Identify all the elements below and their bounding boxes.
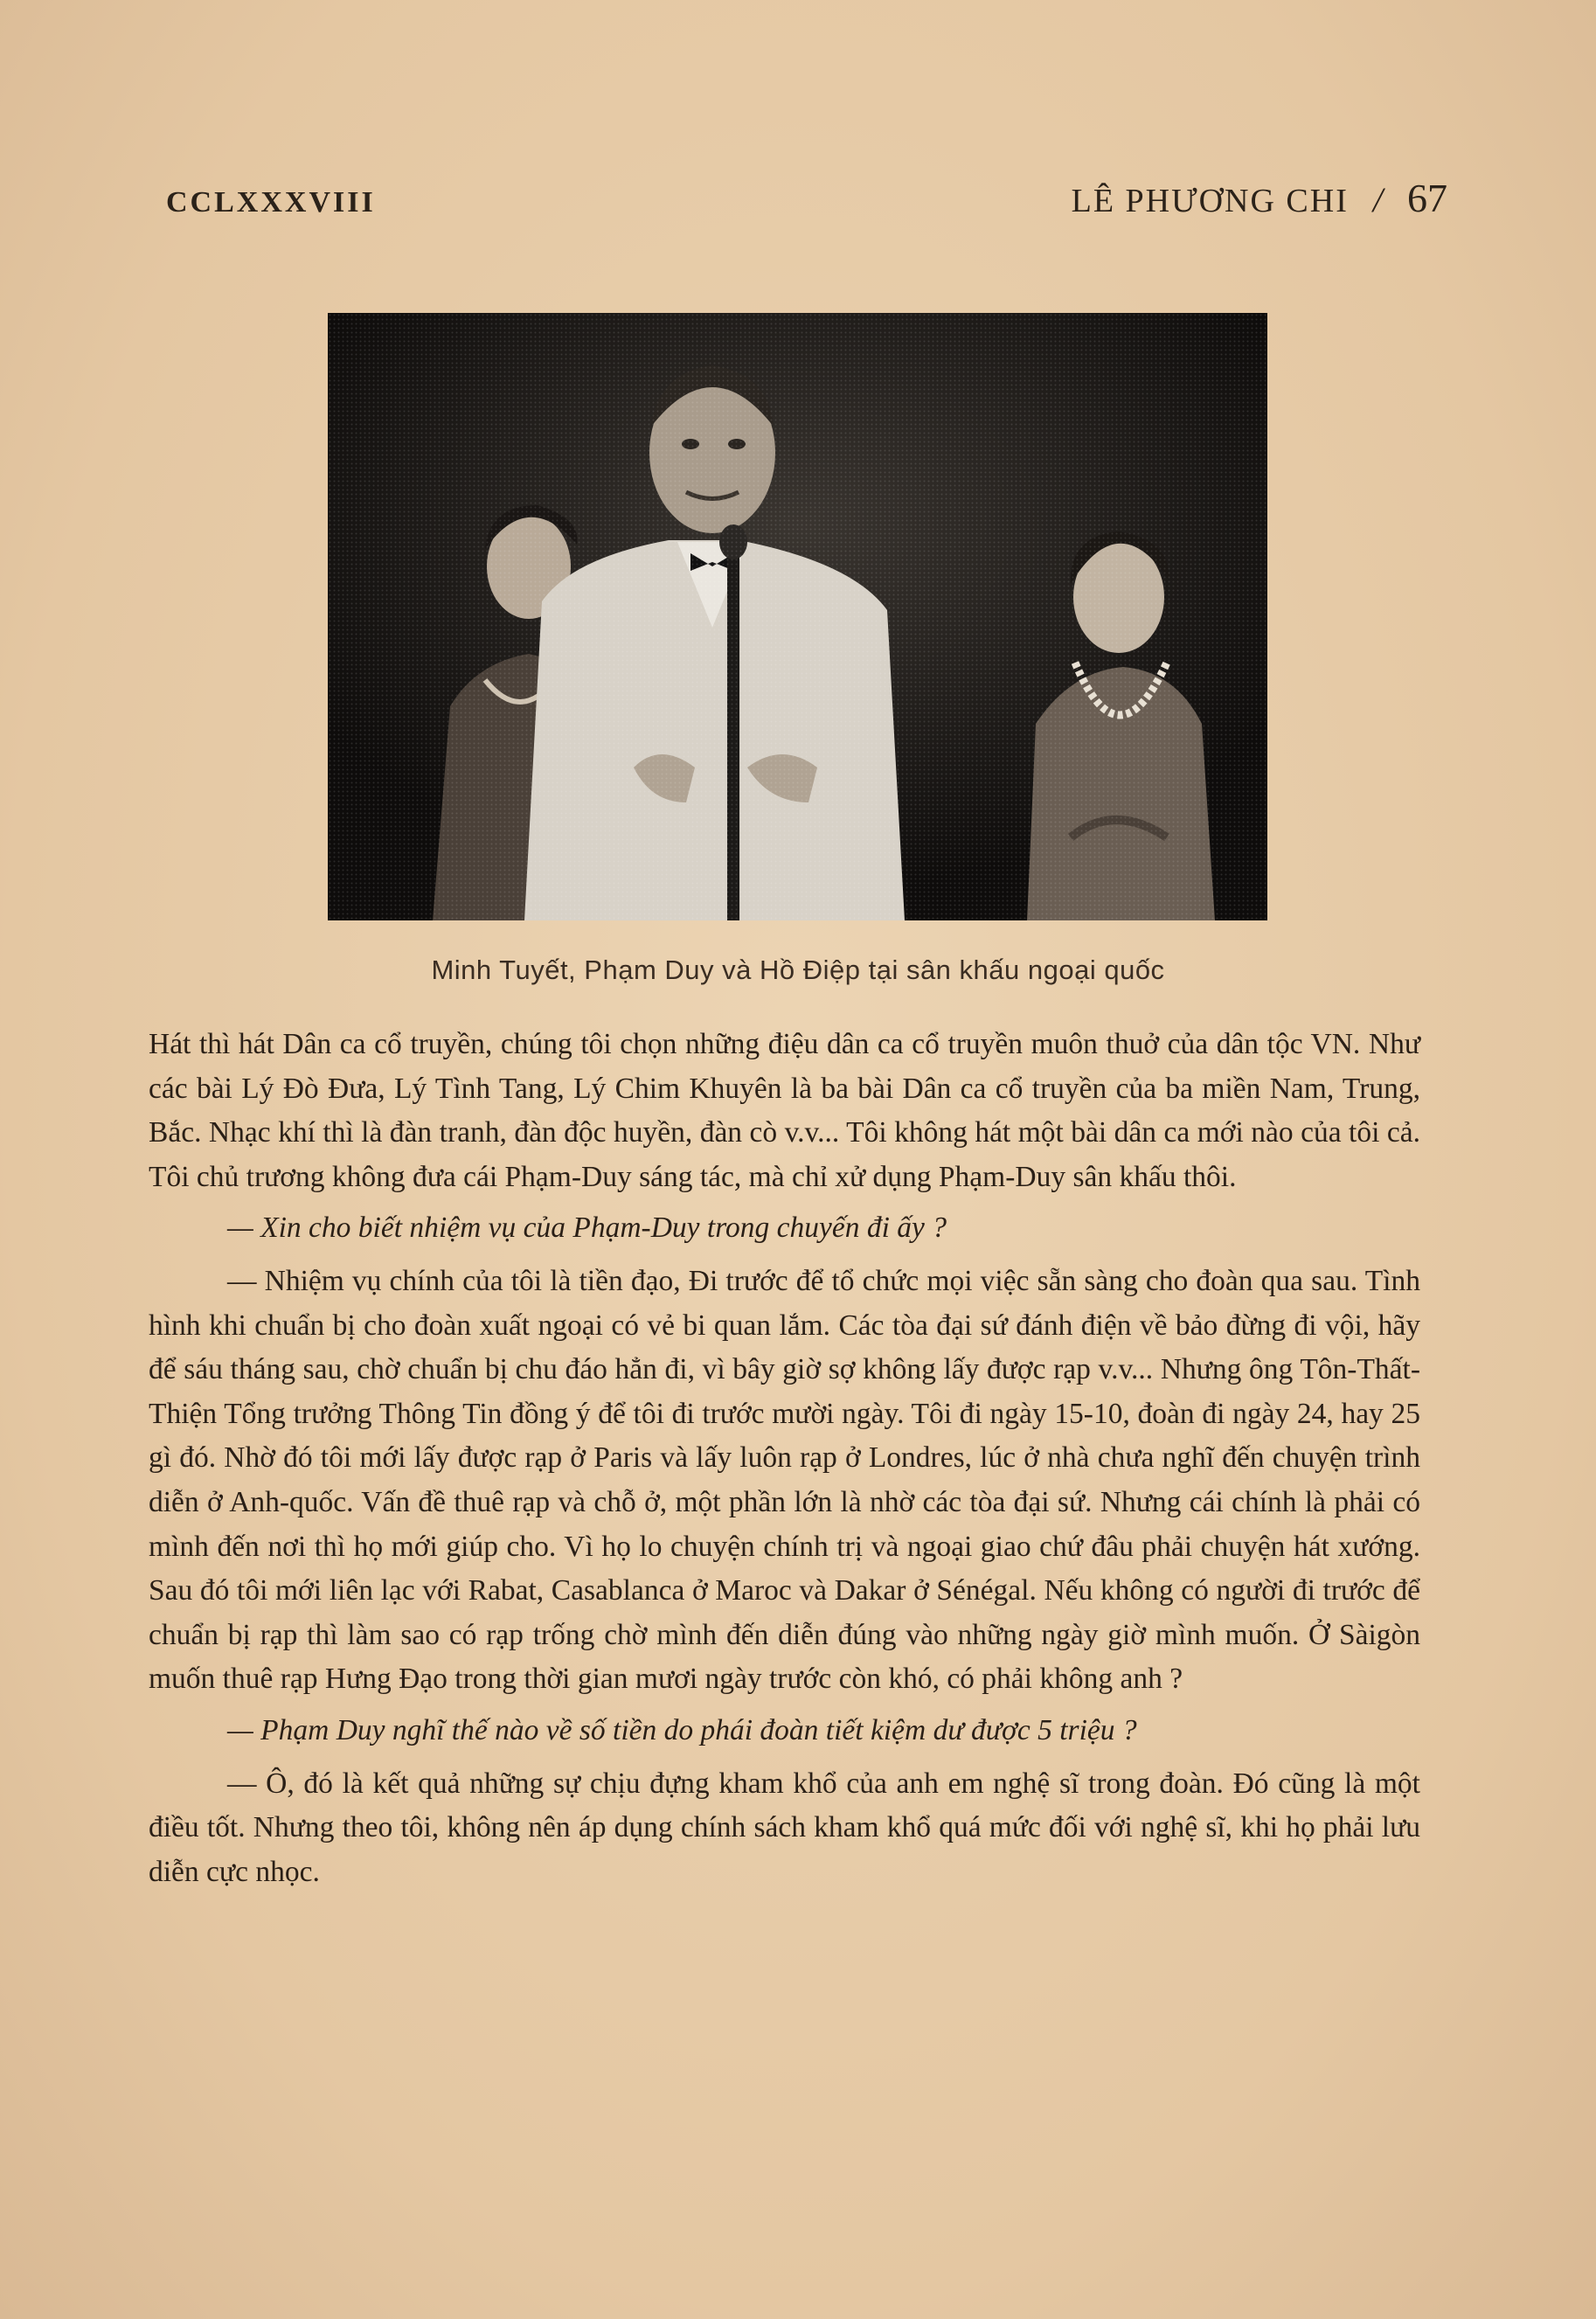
interview-answer: — Ô, đó là kết quả những sự chịu đựng kham khổ của anh em nghệ sĩ trong đoàn. Đó cũng là một điều tốt. Nhưng theo tôi, không nên áp dụng chính sách kham khổ quá mức đối với nghệ sĩ, khi họ phải lưu diễn cực nhọc.: [149, 1767, 1420, 1888]
interview-question: — Phạm Duy nghĩ thế nào về số tiền do phái đoàn tiết kiệm dư được 5 triệu ?: [227, 1713, 1137, 1746]
photo-caption: Minh Tuyết, Phạm Duy và Hồ Điệp tại sân khấu ngoại quốc: [431, 955, 1165, 985]
author-name: LÊ PHƯƠNG CHI: [1071, 183, 1349, 219]
section-numeral: CCLXXXVIII: [166, 186, 376, 219]
page-number: 67: [1407, 176, 1447, 220]
halftone-photo: [328, 313, 1267, 920]
running-head: [166, 175, 1447, 221]
interview-answer: — Nhiệm vụ chính của tôi là tiền đạo, Đi trước để tổ chức mọi việc sẵn sàng cho đoàn qua sau. Tình hình khi chuẩn bị cho đoàn xuất ngoại có vẻ bi quan lắm. Các tòa đại sứ đánh điện về bảo đừng đi vội, hãy để sáu tháng sau, chờ chuẩn bị chu đáo hẳn đi, vì bây giờ sợ không lấy được rạp v.v... Nhưng ông Tôn-Thất-Thiện Tổng trưởng Thông Tin đồng ý để tôi đi trước mười ngày. Tôi đi ngày 15-10, đoàn đi ngày 24, hay 25 gì đó. Nhờ đó tôi mới lấy được rạp ở Paris và lấy luôn rạp ở Londres, lúc ở nhà chưa nghĩ đến chuyện trình diễn ở Anh-quốc. Vấn đề thuê rạp và chỗ ở, một phần lớn là nhờ các tòa đại sứ. Nhưng cái chính là phải có mình đến nơi thì họ mới giúp cho. Vì họ lo chuyện chính trị và ngoại giao chứ đâu phải chuyện hát xướng. Sau đó tôi mới liên lạc với Rabat, Casablanca ở Maroc và Dakar ở Sénégal. Nếu không có người đi trước để chuẩn bị rạp thì làm sao có rạp trống chờ mình đến diễn đúng vào những ngày giờ mình muốn. Ở Sàigòn muốn thuê rạp Hưng Đạo trong thời gian mươi ngày trước còn khó, có phải không anh ?: [149, 1264, 1420, 1696]
paragraph-intro: Hát thì hát Dân ca cổ truyền, chúng tôi chọn những điệu dân ca cổ truyền muôn thuở của dân tộc VN. Như các bài Lý Đò Đưa, Lý Tình Tang, Lý Chim Khuyên là ba bài Dân ca cổ truyền của ba miền Nam, Trung, Bắc. Nhạc khí thì là đàn tranh, đàn độc huyền, đàn cò v.v... Tôi không hát một bài dân ca mới nào của tôi cả. Tôi chủ trương không đưa cái Phạm-Duy sáng tác, mà chỉ xử dụng Phạm-Duy sân khấu thôi.: [149, 1028, 1420, 1193]
article-body: [149, 1023, 1420, 1896]
head-separator: /: [1372, 180, 1383, 219]
running-head-right: [1072, 175, 1447, 221]
photo-illustration: [328, 313, 1267, 920]
interview-question: — Xin cho biết nhiệm vụ của Phạm-Duy trong chuyến đi ấy ?: [227, 1212, 947, 1245]
